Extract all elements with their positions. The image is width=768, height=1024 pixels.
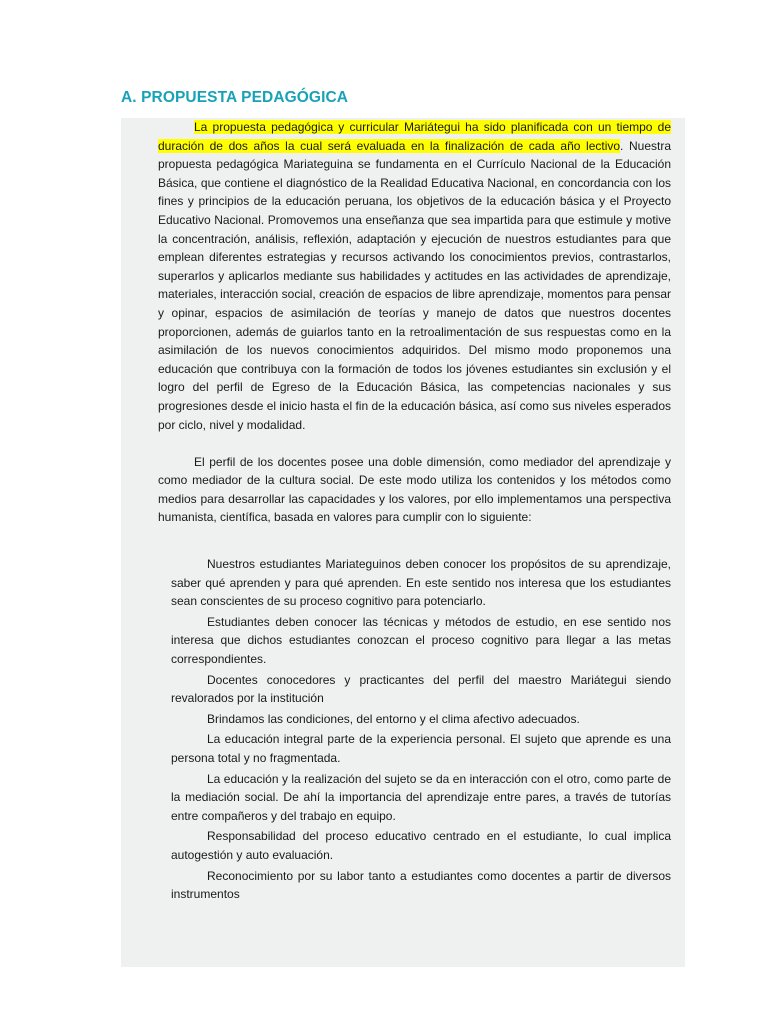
list-item: Nuestros estudiantes Mariateguinos deben conocer los propósitos de su aprendizaje, saber qué aprenden y para qué aprenden. En este sentido nos interesa que los estudiantes sean conscientes de su proceso cognitivo para potenciarlo.: [171, 557, 671, 609]
list-item: Estudiantes deben conocer las técnicas y métodos de estudio, en ese sentido nos interesa que dichos estudiantes conozcan el proceso cognitivo para llegar a las metas correspondientes.: [171, 614, 671, 667]
list-item: Brindamos las condiciones, del entorno y el clima afectivo adecuados.: [207, 711, 580, 726]
paragraph-spacer: [158, 434, 671, 453]
section-heading: A. PROPUESTA PEDAGÓGICA: [121, 89, 349, 106]
list-item: La educación y la realización del sujeto se da en interacción con el otro, como parte de la mediación social. De ahí la importancia del aprendizaje entre pares, a través de tutorías entre compañeros y del trabajo en equipo.: [171, 771, 671, 823]
document-body: [158, 118, 671, 906]
paragraph-proposal-rest: . Nuestra propuesta pedagógica Mariateguina se fundamenta en el Currículo Nacional de la Educación Básica, que contiene el diagnóstico de la Realidad Educativa Nacional, en concordancia con los fines y principios de la educación peruana, los objetivos de la educación básica y el Proyecto Educativo Nacional. Promovemos una enseñanza que sea impartida para que estimule y motive la concentración, análisis, reflexión, adaptación y ejecución de nuestros estudiantes para que emplean diferentes estrategias y recursos activando los conocimientos previos, contrastarlos, superarlos y aplicarlos mediante sus habilidades y actitudes en las actividades de aprendizaje, materiales, interacción social, creación de espacios de libre aprendizaje, momentos para pensar y opinar, espacios de asimilación de teorías y manejo de datos que nuestros docentes proporcionen, además de guiarlos tanto en la retroalimentación de sus respuestas como en la asimilación de los nuevos conocimientos adquiridos. Del mismo modo proponemos una educación que contribuya con la formación de todos los jóvenes estudiantes sin exclusión y el logro del perfil de Egreso de la Educación Básica, las competencias nacionales y sus progresiones desde el inicio hasta el fin de la educación básica, así como sus niveles esperados por ciclo, nivel y modalidad.: [158, 138, 672, 432]
paragraph-spacer: [158, 527, 671, 555]
paragraph-teacher-profile: El perfil de los docentes posee una doble dimensión, como mediador del aprendizaje y como mediador de la cultura social. De este modo utiliza los contenidos y los métodos como medios para desarrollar las capacidades y los valores, por ello implementamos una perspectiva humanista, científica, basada en valores para cumplir con lo siguiente:: [158, 454, 671, 525]
list-item: Docentes conocedores y practicantes del perfil del maestro Mariátegui siendo revalorados por la institución: [171, 672, 671, 706]
paragraph-proposal: [158, 118, 671, 434]
list-item: La educación integral parte de la experiencia personal. El sujeto que aprende es una persona total y no fragmentada.: [171, 732, 671, 765]
commitments-list: [158, 555, 671, 904]
list-item: Responsabilidad del proceso educativo centrado en el estudiante, lo cual implica autogestión y auto evaluación.: [171, 829, 671, 862]
list-item: Reconocimiento por su labor tanto a estudiantes como docentes a partir de diversos instrumentos: [171, 868, 671, 902]
highlighted-sentence: La propuesta pedagógica y curricular Mariátegui ha sido planificada con un tiempo de duración de dos años la cual será evaluada en la finalización de cada año lectivo: [158, 120, 671, 153]
